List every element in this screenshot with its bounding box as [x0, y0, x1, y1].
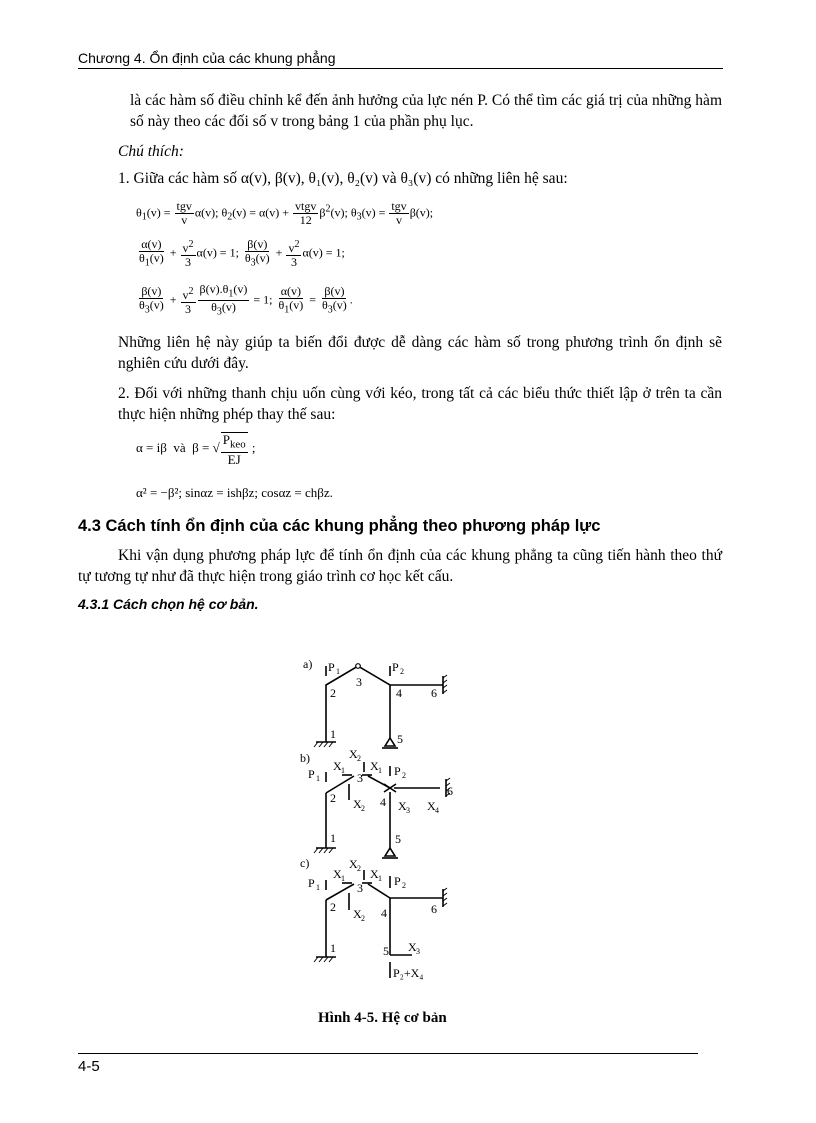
svg-text:1: 1: [316, 774, 320, 783]
svg-text:X: X: [398, 799, 407, 813]
svg-text:3: 3: [416, 947, 420, 956]
section-heading: 4.3 Cách tính ổn định của các khung phẳng theo phương pháp lực: [78, 517, 601, 535]
note-label: Chú thích:: [118, 143, 184, 160]
svg-text:1: 1: [341, 766, 345, 775]
svg-text:4: 4: [380, 795, 386, 809]
svg-text:2: 2: [357, 864, 361, 873]
svg-text:4: 4: [381, 906, 387, 920]
svg-text:6: 6: [431, 902, 437, 916]
formula-line-3: $\frac{\beta(v)}{\theta_3(v)}$ + $\frac{v^2}{3}$ $\frac{\beta(v).\theta_1(v)}{\theta_3(v)}$ = 1; $\frac{\alpha(v)}{\theta_1(v)}$ = $\frac{\beta(v)}{\theta_3(v)}$ .: [139, 282, 353, 318]
svg-text:X: X: [427, 799, 436, 813]
svg-text:3: 3: [406, 806, 410, 815]
svg-text:1: 1: [330, 727, 336, 741]
footer-rule: [78, 1053, 698, 1054]
label-b: b): [300, 751, 310, 765]
note-2: 2. Đối với những thanh chịu uốn cùng với kéo, trong tất cả các biểu thức thiết lập ở trên ta cần thực hiện những phép thay thế sau:: [118, 385, 722, 423]
svg-text:X: X: [408, 940, 417, 954]
svg-text:5: 5: [397, 732, 403, 746]
svg-text:2: 2: [402, 771, 406, 780]
svg-text:1: 1: [341, 874, 345, 883]
frame-c: [314, 870, 447, 978]
svg-text:1: 1: [316, 883, 320, 892]
note-1: 1. Giữa các hàm số α(v), β(v), θ₁(v), θ₂(v) và θ₃(v) có những liên hệ sau:: [118, 170, 568, 187]
svg-text:3: 3: [357, 881, 363, 895]
svg-text:X: X: [333, 759, 342, 773]
svg-text:2: 2: [361, 804, 365, 813]
paragraph-relations: Những liên hệ này giúp ta biến đổi được dễ dàng các hàm số trong phương trình ổn định sẽ nghiên cứu dưới đây.: [118, 334, 722, 372]
label-a: a): [303, 657, 313, 671]
svg-text:1: 1: [330, 831, 336, 845]
svg-text:2: 2: [357, 754, 361, 763]
formula-line-1: $\theta_1(v)$ = $\frac{\text{tgv}}{v}$ α(v); $\theta_2(v) = \alpha(v)$ + $\frac{\text{vtgv}}{12}$ $\beta^2(v)$; $\theta_3(v)$ = $\frac{\text{tgv}}{v}$ β(v);: [136, 199, 434, 227]
svg-text:P: P: [394, 764, 401, 778]
subsection-heading: 4.3.1 Cách chọn hệ cơ bản.: [78, 596, 259, 612]
svg-text:4: 4: [396, 686, 402, 700]
figure-caption: Hình 4-5. Hệ cơ bản: [318, 1010, 447, 1026]
svg-text:X: X: [349, 857, 358, 871]
svg-text:P₂+X₄: P₂+X₄: [393, 966, 424, 980]
svg-text:3: 3: [357, 771, 363, 785]
svg-text:X: X: [370, 759, 379, 773]
svg-text:1: 1: [378, 766, 382, 775]
svg-text:X: X: [333, 867, 342, 881]
label-P2-a: P: [392, 660, 399, 674]
formula-line-2: $\frac{\alpha(v)}{\theta_1(v)}$ + $\frac{v^2}{3}$ α(v) = 1; $\frac{\beta(v)}{\theta_3(v)}$ + $\frac{v^2}{3}$ α(v) = 1;: [139, 237, 345, 270]
svg-text:1: 1: [330, 941, 336, 955]
frame-diagram: [290, 648, 480, 993]
svg-text:3: 3: [356, 675, 362, 689]
svg-text:5: 5: [383, 944, 389, 958]
svg-text:4: 4: [435, 806, 439, 815]
svg-text:P: P: [394, 874, 401, 888]
svg-text:2: 2: [330, 686, 336, 700]
formula-alpha-beta: α = iβ và β = √ $\frac{P_{keo}}{EJ}$ ;: [136, 432, 256, 467]
svg-text:1: 1: [336, 667, 340, 676]
formula-last: α² = −β²; sinαz = ishβz; cosαz = chβz.: [136, 485, 333, 500]
svg-text:2: 2: [330, 791, 336, 805]
svg-text:5: 5: [395, 832, 401, 846]
svg-text:2: 2: [330, 900, 336, 914]
svg-text:6: 6: [447, 784, 453, 798]
header-rule: [78, 68, 723, 69]
svg-text:1: 1: [378, 874, 382, 883]
svg-text:P: P: [308, 767, 315, 781]
svg-text:X: X: [349, 747, 358, 761]
svg-text:2: 2: [400, 667, 404, 676]
svg-text:X: X: [370, 867, 379, 881]
svg-text:P: P: [308, 876, 315, 890]
page-number: 4-5: [78, 1058, 100, 1075]
svg-text:2: 2: [361, 914, 365, 923]
svg-text:X: X: [353, 907, 362, 921]
svg-text:6: 6: [431, 686, 437, 700]
svg-text:X: X: [353, 797, 362, 811]
running-header: Chương 4. Ổn định của các khung phẳng: [78, 50, 336, 66]
label-P1-a: P: [328, 660, 335, 674]
label-c: c): [300, 856, 310, 870]
paragraph-1: là các hàm số điều chỉnh kể đến ảnh hưởng của lực nén P. Có thể tìm các giá trị của những hàm số này theo các đối số v trong bảng 1 của phần phụ lục.: [130, 92, 722, 130]
section-paragraph: Khi vận dụng phương pháp lực để tính ổn định của các khung phẳng ta cũng tiến hành theo thứ tự tương tự như đã thực hiện trong giáo trình cơ học kết cấu.: [78, 547, 722, 585]
svg-text:2: 2: [402, 881, 406, 890]
